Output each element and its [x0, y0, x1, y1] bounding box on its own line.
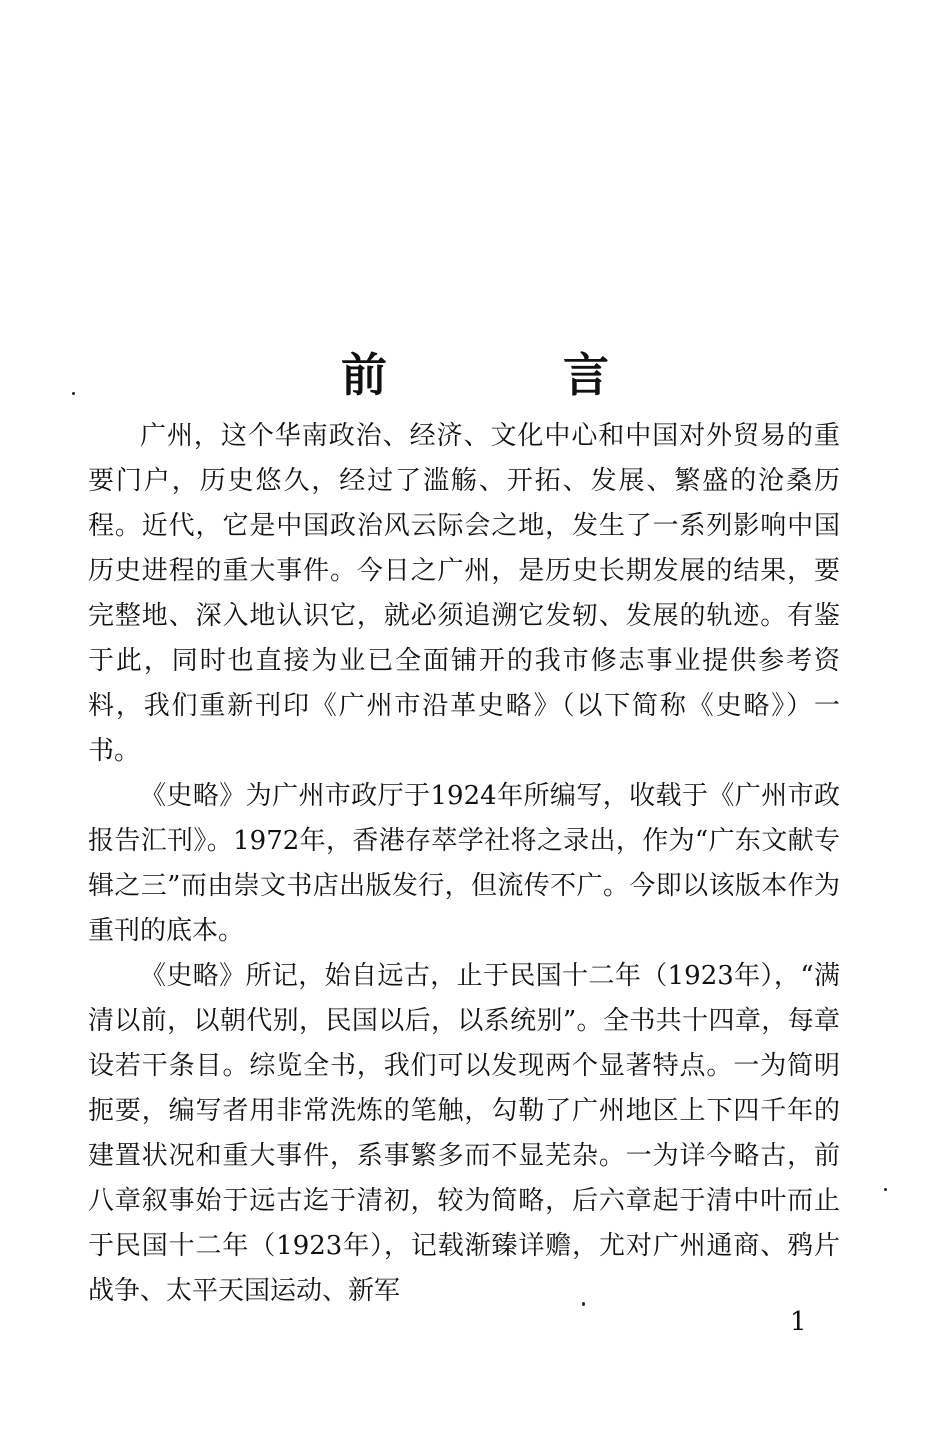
page-number: 1: [790, 1307, 807, 1337]
body-text: [88, 414, 840, 1314]
paragraph-3: 《史略》所记，始自远古，止于民国十二年（1923年），“满清以前，以朝代别，民国以后，以系统别”。全书共十四章，每章设若干条目。综览全书，我们可以发现两个显著特点。一为简明扼要，编写者用非常洗炼的笔触，勾勒了广州地区上下四千年的建置状况和重大事件，系事繁多而不显芜杂。一为详今略古，前八章叙事始于远古迄于清初，较为简略，后六章起于清中叶而止于民国十二年（1923年），记载渐臻详赡，尤对广州通商、鸦片战争、太平天国运动、新军: [88, 961, 840, 1306]
page-title: 前 言: [340, 347, 689, 402]
paragraph-1: 广州，这个华南政治、经济、文化中心和中国对外贸易的重要门户，历史悠久，经过了滥觞、开拓、发展、繁盛的沧桑历程。近代，它是中国政治风云际会之地，发生了一系列影响中国历史进程的重大事件。今日之广州，是历史长期发展的结果，要完整地、深入地认识它，就必须追溯它发轫、发展的轨迹。有鉴于此，同时也直接为业已全面铺开的我市修志事业提供参考资料，我们重新刊印《广州市沿革史略》（以下简称《史略》）一书。: [88, 421, 840, 766]
paragraph-2: 《史略》为广州市政厅于1924年所编写，收载于《广州市政报告汇刊》。1972年，香港存萃学社将之录出，作为“广东文献专辑之三”而由崇文书店出版发行，但流传不广。今即以该版本作为重刊的底本。: [88, 781, 840, 946]
scan-speck: [884, 1188, 887, 1191]
scan-speck: [582, 1302, 585, 1306]
scan-speck: [72, 392, 75, 395]
